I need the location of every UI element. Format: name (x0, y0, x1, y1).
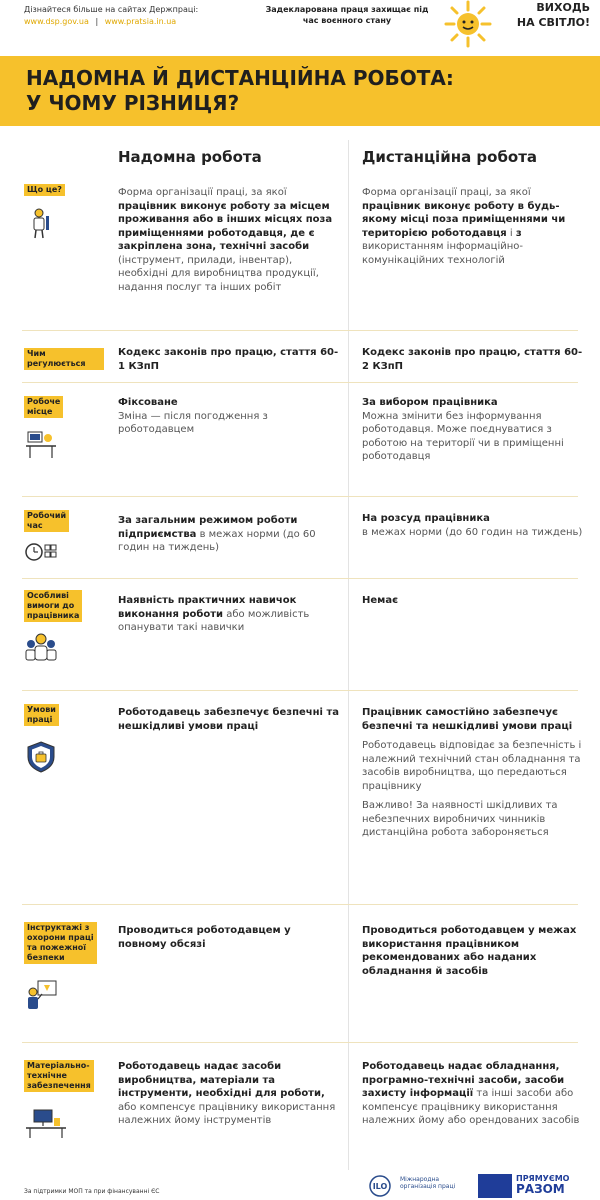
tag-line: та пожежної (27, 943, 86, 952)
title-banner (0, 56, 600, 126)
home-workplace-cell (118, 396, 340, 437)
eu-slogan (516, 1174, 569, 1194)
remote-conditions-text1: Роботодавець відповідає за безпечність і належний технічний стан обладнання та засобів виробництва, що передаються працівнику (362, 740, 582, 792)
row-divider (22, 1042, 578, 1043)
row-tag-material (24, 1060, 94, 1092)
remote-conditions-text2: Важливо! За наявності шкідливих та небезпечних виробничих чинників дистанційна робота забороняється (362, 800, 558, 838)
tag-line: Робоче (27, 397, 61, 406)
svg-text:ILO: ILO (372, 1182, 388, 1191)
tag-line: праці (27, 715, 53, 724)
column-divider (348, 140, 349, 1170)
remote-workplace-bold: За вибором працівника (362, 397, 498, 408)
remote-working-time-text: в межах норми (до 60 годин на тиждень) (362, 526, 583, 538)
home-workplace-bold: Фіксоване (118, 397, 178, 408)
campaign-name (506, 0, 590, 30)
row-tag-regulation: Чим регулюється (24, 348, 104, 370)
tag-line: вимоги до (27, 601, 75, 610)
home-working-time-cell (118, 514, 340, 555)
tag-line: Матеріально- (27, 1061, 90, 1070)
home-regulation-text: Кодекс законів про працю, стаття 60-1 КЗпП (118, 347, 339, 372)
remote-requirements-cell (362, 594, 584, 608)
tag-line: Особливі (27, 591, 69, 600)
remote-what-text3: і (506, 227, 516, 239)
column-remote-work: Дистанційна робота (362, 148, 538, 166)
column-home-work: Надомна робота (118, 148, 262, 166)
sun-icon (436, 0, 500, 48)
home-briefings-cell (118, 924, 340, 951)
tag-line: Умови (27, 705, 56, 714)
remote-regulation-cell (362, 346, 584, 373)
tag-line: технічне (27, 1071, 67, 1080)
home-workplace-text: Зміна — після погодження з роботодавцем (118, 410, 268, 435)
tag-line: Інструктажі з (27, 923, 90, 932)
row-divider (22, 330, 578, 331)
home-material-bold: Роботодавець надає засоби виробництва, матеріали та інструменти, необхідні для роботи, (118, 1061, 325, 1099)
header-slogan: Задекларована праця захищає під час воєнного стану (265, 5, 429, 25)
workplace-icon (24, 426, 58, 460)
shield-icon (24, 740, 58, 774)
ilo-logo-icon (362, 1174, 398, 1198)
worker-icon (24, 206, 58, 240)
campaign-line2: НА СВІТЛО! (516, 16, 590, 29)
clock-icon (24, 540, 58, 574)
remote-material-cell (362, 1060, 584, 1128)
home-requirements-bold: Наявність практичних навичок виконання роботи (118, 595, 297, 620)
home-working-time-text: в межах норми (до 60 годин на тиждень) (118, 528, 316, 553)
remote-what-text4: з (515, 227, 522, 239)
home-working-time-bold: За загальним режимом роботи підприємства (118, 515, 298, 540)
remote-workplace-text: Можна змінити без інформування роботодавця. Може поєднуватися з роботою на території чи в приміщенні роботодавця (362, 410, 564, 462)
desk-icon (24, 1106, 68, 1140)
row-tag-briefings (24, 922, 97, 964)
home-material-cell (118, 1060, 340, 1128)
tag-line: охорони праці (27, 933, 94, 942)
page-title-line2: У ЧОМУ РІЗНИЦЯ? (26, 91, 240, 115)
remote-conditions-cell (362, 706, 584, 840)
row-tag-working-time (24, 510, 69, 532)
row-divider (22, 496, 578, 497)
row-divider (22, 578, 578, 579)
home-conditions-cell (118, 706, 340, 733)
remote-briefings-bold: Проводиться роботодавцем (362, 925, 525, 936)
home-material-text: або компенсує працівнику використання належних йому інструментів (118, 1101, 336, 1126)
link-separator: | (95, 17, 99, 26)
row-divider (22, 382, 578, 383)
tag-line: Робочий (27, 511, 67, 520)
eu-slogan-line2: РАЗОМ (516, 1182, 565, 1196)
row-divider (22, 904, 578, 905)
home-requirements-cell (118, 594, 340, 635)
remote-working-time-cell (362, 512, 584, 539)
eu-logo (478, 1174, 578, 1198)
campaign-line1: ВИХОДЬ (536, 1, 590, 14)
tag-line: працівника (27, 611, 80, 620)
home-conditions-bold: Роботодавець забезпечує безпечні та нешкідливі умови праці (118, 707, 339, 732)
top-header (0, 0, 600, 52)
remote-what-text1: Форма організації праці, за якої (362, 187, 531, 198)
remote-what-cell (362, 186, 584, 267)
tag-line: безпеки (27, 953, 65, 962)
remote-material-text: та інші засоби або компенсує працівнику використання належних йому або орендованих засобів (362, 1088, 580, 1126)
remote-briefings-bold2: у межах використання працівником рекомендованих або наданих обладнання й засобів (362, 925, 577, 977)
home-regulation-cell (118, 346, 340, 373)
eu-flag-icon (478, 1174, 512, 1198)
team-icon (24, 630, 58, 664)
page-title-line1: НАДОМНА Й ДИСТАНЦІЙНА РОБОТА: (26, 66, 454, 90)
home-briefings-bold: Проводиться роботодавцем у повному обсязі (118, 925, 291, 950)
training-icon (24, 978, 58, 1012)
tag-line: час (27, 521, 43, 530)
row-tag-workplace (24, 396, 63, 418)
row-tag-requirements (24, 590, 82, 622)
home-requirements-text: або можливість опанувати такі навички (118, 608, 310, 633)
row-divider (22, 690, 578, 691)
remote-regulation-text: Кодекс законів про працю, стаття 60-2 КЗпП (362, 347, 583, 372)
remote-conditions-bold: Працівник самостійно забезпечує безпечні та нешкідливі умови праці (362, 707, 573, 732)
header-info (24, 4, 198, 28)
footer (0, 1172, 600, 1200)
home-what-cell (118, 186, 340, 294)
home-what-text3: (інструмент, прилади, інвентар), необхідні для виробництва продукції, надання послуг та інших робіт (118, 254, 319, 293)
remote-workplace-cell (362, 396, 584, 464)
remote-briefings-cell (362, 924, 584, 978)
header-learn-more: Дізнайтеся більше на сайтах Держпраці: (24, 5, 199, 14)
home-what-text1: Форма організації праці, за якої (118, 187, 287, 198)
tag-line: місце (27, 407, 53, 416)
footer-support: За підтримки МОП та при фінансуванні ЄС (24, 1188, 160, 1195)
ilo-name: Міжнародна організація праці (400, 1176, 456, 1190)
home-what-text2: працівник виконує роботу за місцем проживання або в інших місцях поза приміщеннями роботодавця, де є закріплена зона, технічні засоби (118, 200, 333, 252)
eu-slogan-line1: ПРЯМУЄМО (516, 1174, 570, 1183)
tag-line: забезпечення (27, 1081, 91, 1090)
link-dsp[interactable]: www.dsp.gov.ua (24, 17, 89, 26)
row-tag-what: Що це? (24, 184, 65, 196)
remote-requirements-bold: Немає (362, 595, 399, 606)
remote-what-text5: використанням інформаційно-комунікаційних технологій (362, 241, 524, 266)
link-pratsia[interactable]: www.pratsia.in.ua (104, 17, 177, 26)
row-tag-conditions (24, 704, 59, 726)
remote-material-bold: Роботодавець надає обладнання, програмно-технічні засоби, засоби захисту інформації (362, 1061, 565, 1099)
remote-what-text2: працівник виконує роботу в будь-якому місці поза приміщеннями чи територією роботодавця (362, 200, 566, 239)
remote-working-time-bold: На розсуд працівника (362, 513, 490, 524)
